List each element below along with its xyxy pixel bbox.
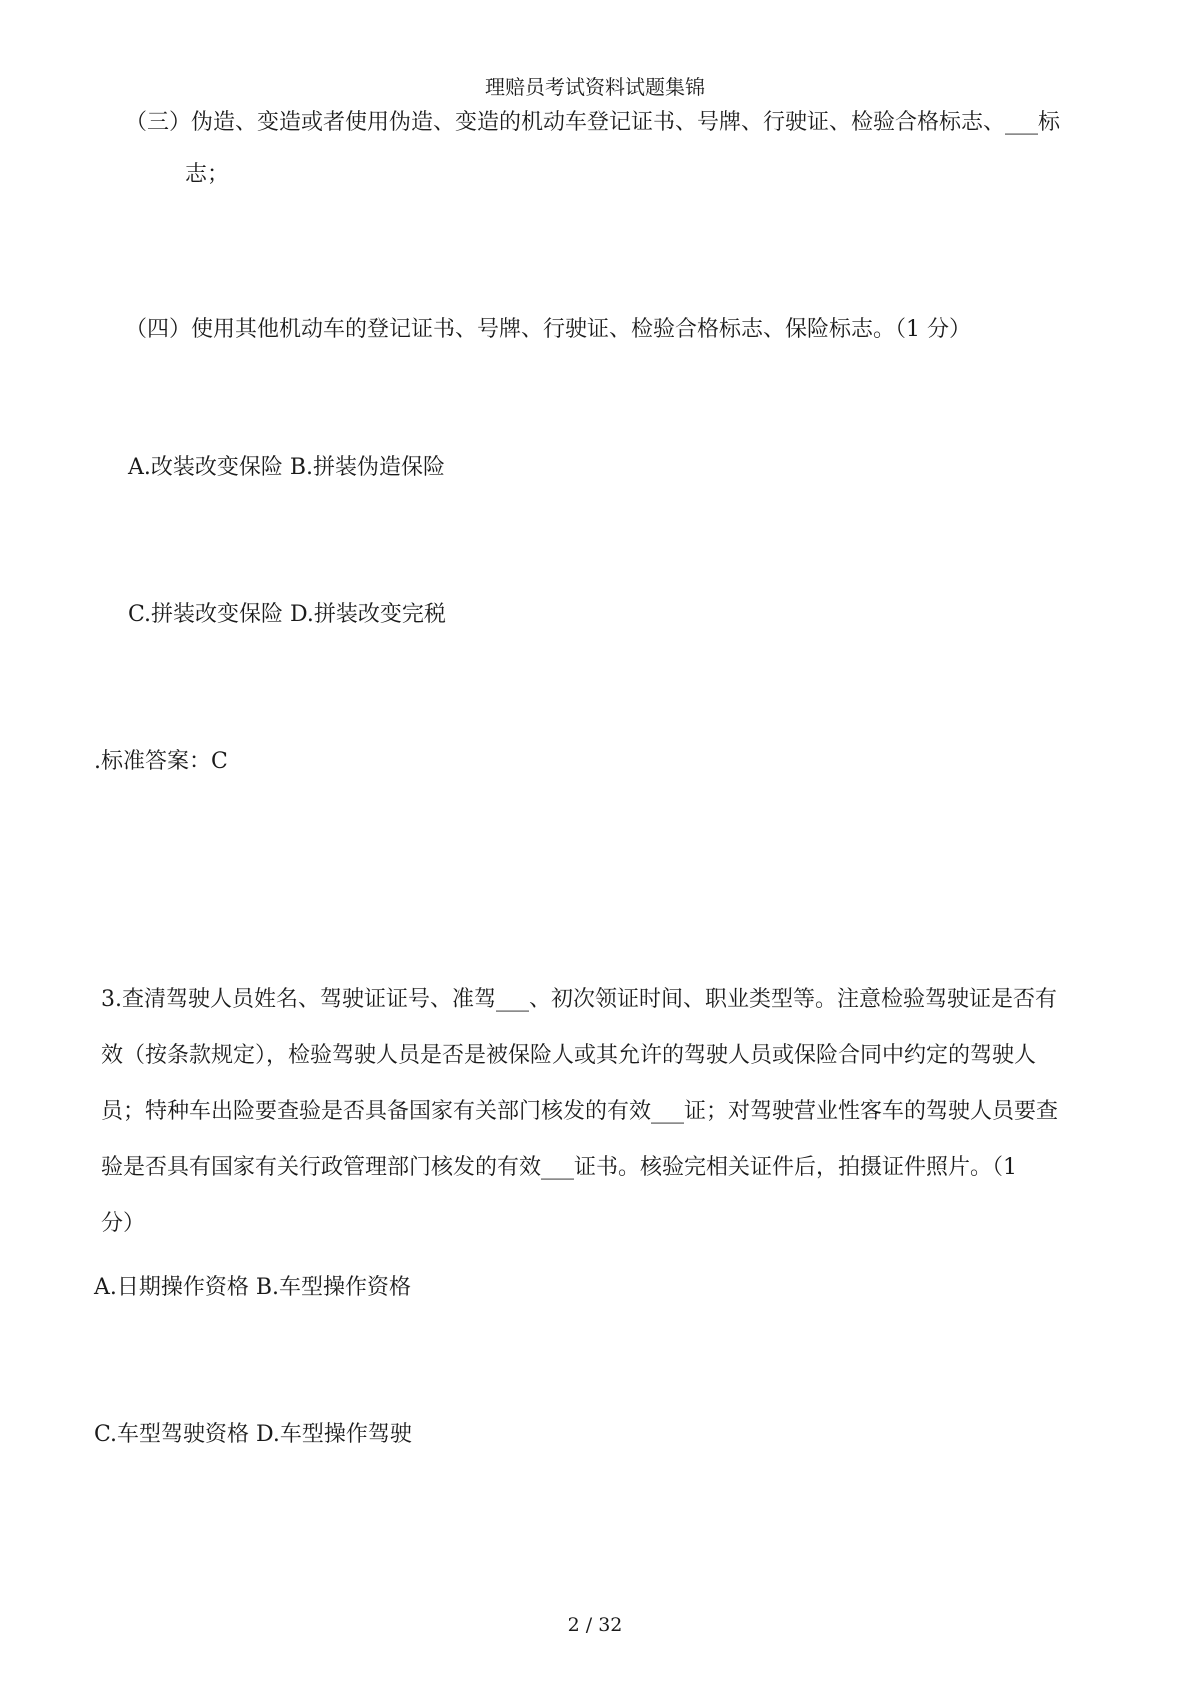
q3-stem-line: 验是否具有国家有关行政管理部门核发的有效___证书。核验完相关证件后，拍摄证件照片。（1 bbox=[101, 1155, 1018, 1180]
q2-answer: .标准答案：C bbox=[94, 749, 228, 774]
q3-stem bbox=[101, 972, 1161, 1252]
page-header: 理赔员考试资料试题集锦 bbox=[485, 75, 705, 99]
q3-stem-line: 分） bbox=[101, 1211, 146, 1236]
q3-stem-line: 效（按条款规定），检验驾驶人员是否是被保险人或其允许的驾驶人员或保险合同中约定的驾驶人 bbox=[101, 1043, 1037, 1068]
q3-stem-line: 3.查清驾驶人员姓名、驾驶证证号、准驾___、初次领证时间、职业类型等。注意检验驾驶证是否有 bbox=[101, 987, 1057, 1012]
q2-item3-line2: 志； bbox=[185, 162, 230, 187]
q3-option-ab: A.日期操作资格 B.车型操作资格 bbox=[94, 1275, 412, 1300]
page-number: 2 / 32 bbox=[567, 1614, 623, 1636]
q3-stem-line: 员；特种车出险要查验是否具备国家有关部门核发的有效___证；对驾驶营业性客车的驾驶人员要查 bbox=[101, 1099, 1059, 1124]
q2-option-ab: A.改装改变保险 B.拼装伪造保险 bbox=[128, 455, 446, 480]
q2-item4: （四）使用其他机动车的登记证书、号牌、行驶证、检验合格标志、保险标志。（1 分） bbox=[125, 317, 971, 342]
q2-option-cd: C.拼装改变保险 D.拼装改变完税 bbox=[128, 602, 446, 627]
q2-item3-line1: （三）伪造、变造或者使用伪造、变造的机动车登记证书、号牌、行驶证、检验合格标志、___标 bbox=[125, 110, 1061, 135]
q3-option-cd: C.车型驾驶资格 D.车型操作驾驶 bbox=[94, 1422, 412, 1447]
